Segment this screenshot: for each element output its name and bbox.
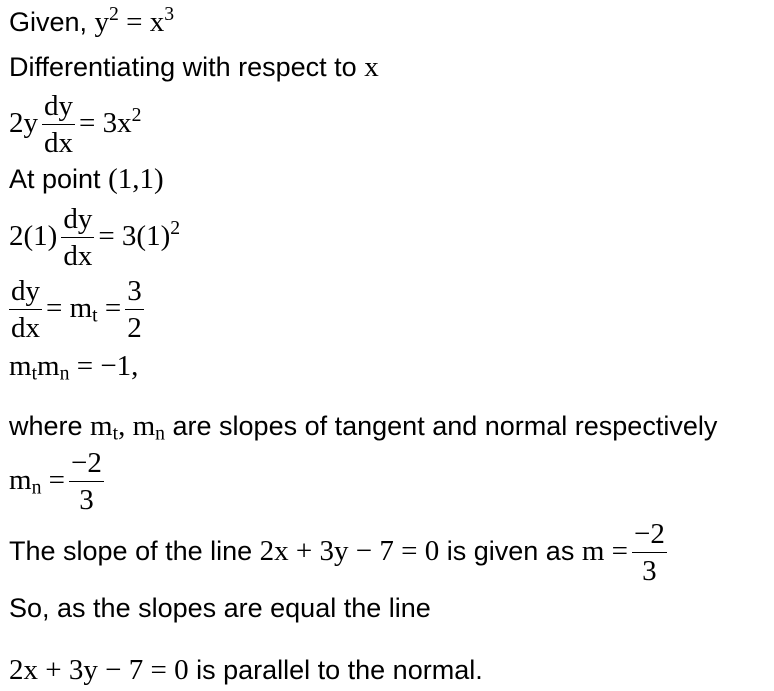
line-given-line-slope	[9, 518, 671, 588]
fraction-dy-dx: $\frac{dy}{dx}$	[63, 203, 93, 273]
tangent-slope-mt: = $m_t$ =	[46, 292, 122, 327]
rhs-3-1-squared: = $3(1)^2$	[98, 217, 181, 253]
lhs-2y: 2y	[9, 107, 38, 140]
slope-symbols: $m_t$, $m_n$	[90, 410, 166, 445]
point-coordinates: (1,1)	[108, 163, 164, 195]
conclusion-intro-text: So, as the slopes are equal the line	[9, 593, 431, 623]
fraction-dy-dx: $\frac{dy}{dx}$	[11, 275, 40, 345]
slope-m-equals: m =	[581, 535, 628, 568]
given-label: Given,	[9, 7, 95, 37]
fraction-neg2-over-3: $\frac{-2}{3}$	[634, 518, 665, 588]
conclusion-text: is parallel to the normal.	[188, 655, 483, 685]
normal-slope-mn: $m_n$ =	[9, 464, 66, 499]
line-derivative-equation	[9, 90, 141, 160]
given-as-text: is given as	[439, 536, 582, 567]
line-equation: 2x + 3y − 7 = 0	[259, 535, 440, 568]
lhs-2-1: 2(1)	[9, 220, 58, 253]
line-slope-product	[9, 350, 139, 385]
line-tangent-slope	[9, 275, 148, 345]
rhs-3x2: = $3x^2$	[79, 104, 142, 140]
line-normal-slope	[9, 447, 108, 517]
line-where-slopes	[9, 410, 718, 445]
fraction-dy-dx: $\frac{dy}{dx}$	[44, 90, 73, 160]
where-label: where	[9, 411, 91, 441]
slope-product-equation: $m_tm_n = -1$,	[9, 350, 139, 385]
given-equation: $y^2 = x^3$	[94, 3, 175, 38]
differentiating-text: Differentiating with respect to	[9, 52, 365, 82]
line-substitution	[9, 203, 180, 273]
line-conclusion	[9, 656, 483, 685]
variable-x: x	[364, 51, 379, 83]
line-at-point	[9, 165, 164, 194]
slopes-description: are slopes of tangent and normal respectively	[165, 411, 718, 441]
fraction-3-over-2: $\frac{3}{2}$	[127, 275, 142, 345]
final-line-equation: 2x + 3y − 7 = 0	[9, 654, 189, 686]
at-point-label: At point	[9, 164, 109, 194]
fraction-neg2-over-3: $\frac{-2}{3}$	[71, 447, 102, 517]
line-conclusion-intro	[9, 595, 431, 622]
line-given	[9, 3, 175, 38]
slope-of-line-text: The slope of the line	[9, 536, 260, 567]
line-differentiating	[9, 53, 379, 82]
